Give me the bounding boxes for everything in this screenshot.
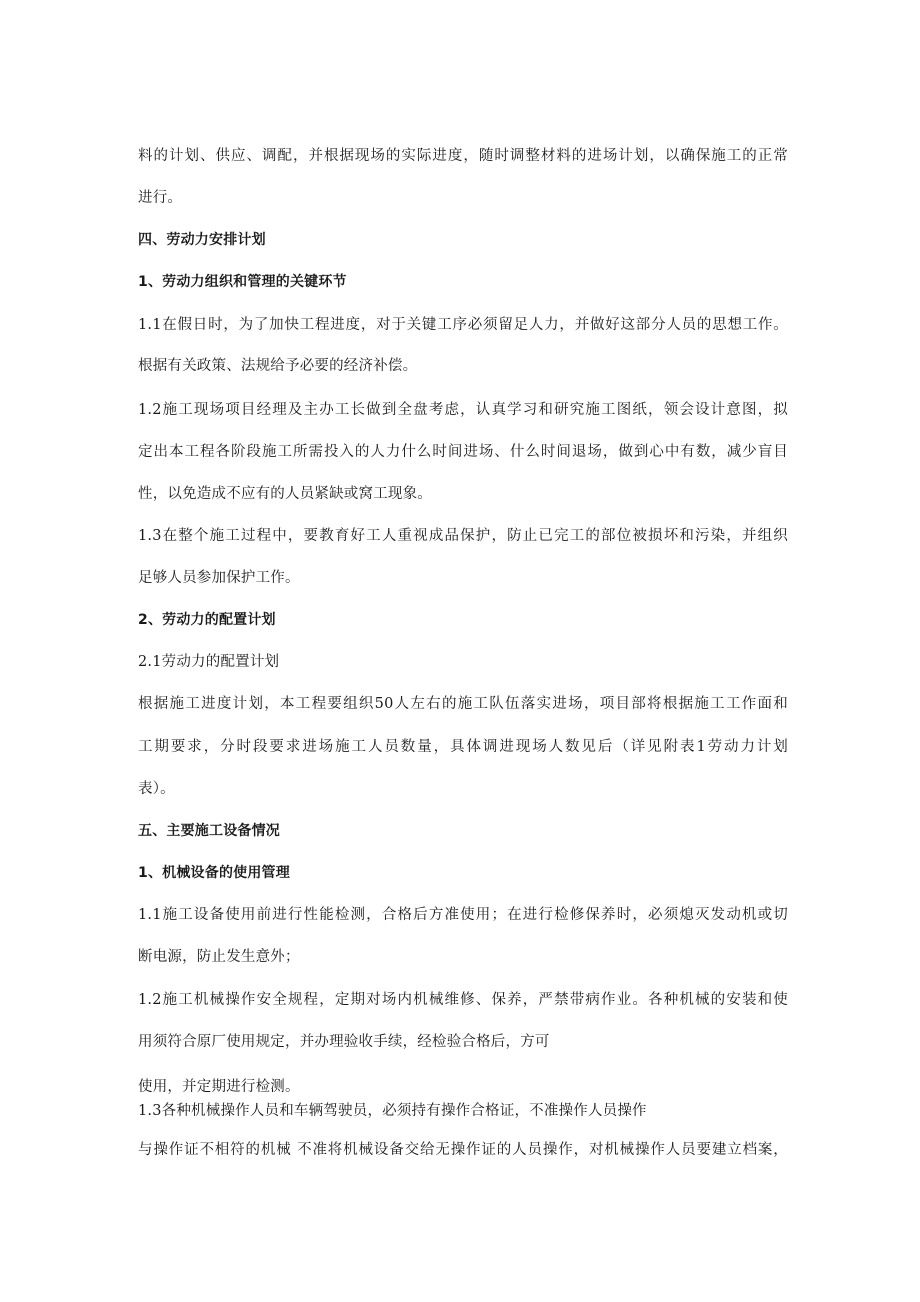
section-heading: 五、主要施工设备情况 [138,823,280,839]
paragraph-line: 1.3各种机械操作人员和车辆驾驶员，必须持有操作合格证，不准操作人员操作 [138,1103,647,1119]
subsection-heading: 1、机械设备的使用管理 [138,865,290,881]
paragraph-line: 进行。 [138,190,183,206]
subsection-heading: 2、劳动力的配置计划 [138,612,276,628]
paragraph-line: 根据施工进度计划，本工程要组织50人左右的施工队伍落实进场，项目部将根据施工工作面和 [138,696,788,712]
paragraph-line: 用须符合原厂使用规定，并办理验收手续，经检验合格后，方可 [138,1034,550,1050]
subsection-heading: 1、劳动力组织和管理的关键环节 [138,274,347,290]
paragraph-line: 断电源，防止发生意外； [138,949,300,965]
paragraph-line: 1.2施工机械操作安全规程，定期对场内机械维修、保养，严禁带病作业。各种机械的安装和使 [138,992,788,1008]
paragraph-line: 定出本工程各阶段施工所需投入的人力什么时间进场、什么时间退场，做到心中有数，减少盲目 [138,444,788,460]
paragraph-line: 1.2施工现场项目经理及主办工长做到全盘考虑，认真学习和研究施工图纸，领会设计意图，拟 [138,402,788,418]
paragraph-line: 1.3在整个施工过程中，要教育好工人重视成品保护，防止已完工的部位被损坏和污染，并组织 [138,528,788,544]
section-heading: 四、劳动力安排计划 [138,232,266,248]
paragraph-line: 2.1劳动力的配置计划 [138,654,280,670]
paragraph-line: 与操作证不相符的机械 不准将机械设备交给无操作证的人员操作，对机械操作人员要建立档案， [138,1142,788,1158]
paragraph-line: 工期要求，分时段要求进场施工人员数量，具体调进现场人数见后（详见附表1劳动力计划 [138,739,788,755]
paragraph-line: 根据有关政策、法规给予必要的经济补偿。 [138,358,418,374]
paragraph-line: 1.1施工设备使用前进行性能检测，合格后方准使用；在进行检修保养时，必须熄灭发动机或切 [138,907,788,923]
paragraph-line: 使用，并定期进行检测。 [138,1079,300,1095]
paragraph-line: 性，以免造成不应有的人员紧缺或窝工现象。 [138,486,432,502]
paragraph-line: 1.1在假日时，为了加快工程进度，对于关键工序必须留足人力，并做好这部分人员的思想工作。 [138,317,788,333]
paragraph-line: 表）。 [138,781,175,797]
paragraph-line: 足够人员参加保护工作。 [138,570,300,586]
paragraph-line: 料的计划、供应、调配，并根据现场的实际进度，随时调整材料的进场计划，以确保施工的正常 [138,148,788,164]
